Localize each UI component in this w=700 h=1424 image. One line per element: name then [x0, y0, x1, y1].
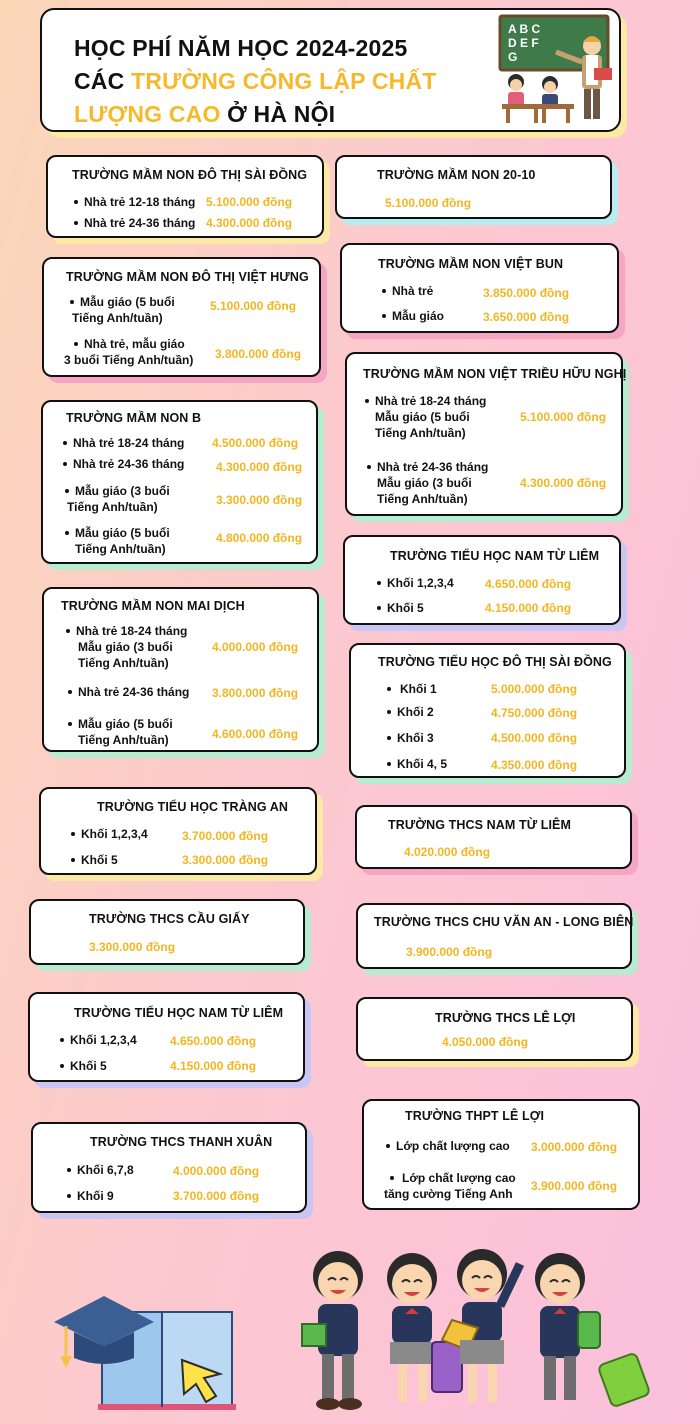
school-card-mn-b: [41, 400, 318, 564]
fee-label: Nhà trẻ 18-24 tháng Mẫu giáo (3 buổi Tiếng Anh/tuần): [76, 624, 188, 670]
school-card-mn-mai-dich: [42, 587, 319, 752]
fee-price: 4.350.000 đồng: [491, 758, 578, 772]
school-name: TRƯỜNG MẦM NON MAI DỊCH: [61, 599, 245, 613]
school-card-th-nam-tu-liem: [343, 535, 621, 625]
fee-price: 4.500.000 đồng: [491, 731, 578, 745]
fee-price: 4.800.000 đồng: [216, 531, 303, 545]
fee-price: 4.150.000 đồng: [170, 1059, 257, 1073]
fee-label: Lớp chất lượng cao tăng cường Tiếng Anh: [384, 1171, 516, 1201]
students-illustration: [292, 1242, 672, 1420]
school-name: TRƯỜNG THCS CẦU GIẤY: [89, 912, 250, 926]
school-card-thcs-cau-giay: [29, 899, 305, 965]
chalkboard-text-3: G: [508, 50, 518, 64]
school-card-mn-20-10: [335, 155, 612, 219]
chalkboard-text-1: A B C: [508, 22, 541, 36]
fee-label: Nhà trẻ 24-36 tháng Mẫu giáo (3 buổi Tiếng Anh/tuần): [377, 460, 489, 506]
school-name: TRƯỜNG MẦM NON ĐÔ THỊ SÀI ĐỒNG: [72, 168, 308, 182]
school-card-mn-do-thi-viet-hung: [42, 257, 321, 377]
school-card-thcs-chu-van-an: [356, 903, 632, 969]
fee-price: 4.300.000 đồng: [206, 216, 293, 230]
fee-price: 3.800.000 đồng: [215, 347, 302, 361]
fee-label: Khối 1: [400, 682, 437, 696]
school-name: TRƯỜNG THCS THANH XUÂN: [90, 1135, 273, 1149]
fee-price: 4.000.000 đồng: [212, 640, 299, 654]
fee-price: 4.650.000 đồng: [170, 1034, 257, 1048]
school-name: TRƯỜNG TIỂU HỌC ĐÔ THỊ SÀI ĐỒNG: [378, 655, 612, 669]
classroom-teacher-illustration: [494, 12, 620, 128]
fee-price: 4.300.000 đồng: [216, 460, 303, 474]
page-title: [74, 32, 437, 131]
fee-label: Mẫu giáo (5 buổi Tiếng Anh/tuần): [72, 295, 175, 325]
school-card-thcs-le-loi: [356, 997, 633, 1061]
fee-price: 3.700.000 đồng: [182, 829, 269, 843]
fee-label: Mẫu giáo: [392, 309, 445, 323]
fee-price: 5.100.000 đồng: [206, 195, 293, 209]
fee-price: 5.100.000 đồng: [520, 410, 607, 424]
fee-label: Nhà trẻ 18-24 tháng: [73, 436, 185, 450]
school-name: TRƯỜNG MẦM NON VIỆT TRIỀU HỮU NGHỊ: [363, 367, 627, 381]
school-card-mn-do-thi-sai-dong: [46, 155, 324, 238]
school-card-th-nam-tu-liem-2: [28, 992, 305, 1082]
fee-price: 3.850.000 đồng: [483, 286, 570, 300]
fee-label: Nhà trẻ, mẫu giáo 3 buổi Tiếng Anh/tuần): [64, 337, 194, 367]
fee-price: 3.800.000 đồng: [212, 686, 299, 700]
school-card-mn-viet-bun: [340, 243, 619, 333]
fee-label: Khối 3: [397, 731, 434, 745]
title-line-3: LƯỢNG CAO Ở HÀ NỘI: [74, 101, 336, 127]
fee-label: Mẫu giáo (5 buổi Tiếng Anh/tuần): [75, 526, 170, 556]
fee-price: 3.900.000 đồng: [531, 1179, 618, 1193]
fee-label: Khối 5: [81, 853, 118, 867]
header-card: [40, 8, 621, 132]
school-card-thpt-le-loi: [362, 1099, 640, 1210]
school-name: TRƯỜNG TIỂU HỌC NAM TỪ LIÊM: [390, 549, 600, 563]
fee-price: 3.300.000 đồng: [216, 493, 303, 507]
school-name: TRƯỜNG THCS LÊ LỢI: [435, 1011, 576, 1025]
school-card-thcs-nam-tu-lien: [355, 805, 632, 869]
fee-price: 4.600.000 đồng: [212, 727, 299, 741]
school-card-th-trang-an: [39, 787, 317, 875]
fee-label: Khối 1,2,3,4: [81, 827, 148, 841]
fee-label: Khối 5: [70, 1059, 107, 1073]
fee-label: Nhà trẻ 24-36 tháng: [78, 685, 190, 699]
fee-label: Nhà trẻ 18-24 tháng Mẫu giáo (5 buổi Tiếng Anh/tuần): [375, 394, 487, 440]
fee-price: 3.650.000 đồng: [483, 310, 570, 324]
fee-label: Khối 1,2,3,4: [70, 1033, 137, 1047]
fee-price: 3.000.000 đồng: [531, 1140, 618, 1154]
school-name: TRƯỜNG THCS NAM TỪ LIÊM: [388, 818, 571, 832]
fee-price: 4.300.000 đồng: [520, 476, 607, 490]
school-name: TRƯỜNG TIỂU HỌC TRÀNG AN: [97, 800, 289, 814]
school-name: TRƯỜNG MẦM NON 20-10: [377, 168, 536, 182]
fee-price: 4.650.000 đồng: [485, 577, 572, 591]
fee-label: Mẫu giáo (3 buổi Tiếng Anh/tuần): [67, 484, 170, 514]
fee-label: Khối 9: [77, 1189, 114, 1203]
school-name: TRƯỜNG MẦM NON VIỆT BUN: [378, 257, 564, 271]
fee-price: 3.300.000 đồng: [182, 853, 269, 867]
title-line-1: HỌC PHÍ NĂM HỌC 2024-2025: [74, 35, 408, 61]
fee-price: 5.100.000 đồng: [385, 196, 472, 210]
school-card-mn-viet-trieu-huu-nghi: [345, 352, 627, 516]
school-name: TRƯỜNG TIỂU HỌC NAM TỪ LIÊM: [74, 1006, 284, 1020]
fee-price: 3.900.000 đồng: [406, 945, 493, 959]
fee-label: Nhà trẻ: [392, 284, 434, 298]
title-line-2: CÁC TRƯỜNG CÔNG LẬP CHẤT: [74, 68, 437, 94]
fee-price: 4.150.000 đồng: [485, 601, 572, 615]
fee-price: 4.020.000 đồng: [404, 845, 491, 859]
school-name: TRƯỜNG THPT LÊ LỢI: [405, 1109, 545, 1123]
school-name: TRƯỜNG MẦM NON ĐÔ THỊ VIỆT HƯNG: [66, 270, 309, 284]
fee-price: 3.300.000 đồng: [89, 940, 176, 954]
fee-price: 4.050.000 đồng: [442, 1035, 529, 1049]
fee-label: Nhà trẻ 24-36 tháng: [84, 216, 196, 230]
fee-label: Mẫu giáo (5 buổi Tiếng Anh/tuần): [78, 717, 173, 747]
school-name: TRƯỜNG THCS CHU VĂN AN - LONG BIÊN: [374, 915, 634, 929]
fee-label: Khối 5: [387, 601, 424, 615]
fee-price: 5.000.000 đồng: [491, 682, 578, 696]
fee-label: Khối 2: [397, 705, 434, 719]
fee-label: Nhà trẻ 12-18 tháng: [84, 195, 196, 209]
school-card-thcs-thanh-xuan: [31, 1122, 307, 1213]
fee-label: Khối 6,7,8: [77, 1163, 134, 1177]
fee-label: Lớp chất lượng cao: [396, 1139, 510, 1153]
fee-price: 5.100.000 đồng: [210, 299, 297, 313]
fee-label: Khối 1,2,3,4: [387, 576, 454, 590]
school-card-th-do-thi-sai-dong: [349, 643, 626, 778]
fee-price: 4.000.000 đồng: [173, 1164, 260, 1178]
fee-price: 4.750.000 đồng: [491, 706, 578, 720]
graduation-book-illustration: [52, 1272, 252, 1412]
fee-price: 3.700.000 đồng: [173, 1189, 260, 1203]
fee-label: Nhà trẻ 24-36 tháng: [73, 457, 185, 471]
chalkboard-text-2: D E F: [508, 36, 539, 50]
fee-price: 4.500.000 đồng: [212, 436, 299, 450]
school-name: TRƯỜNG MẦM NON B: [66, 411, 202, 425]
fee-label: Khối 4, 5: [397, 757, 448, 771]
